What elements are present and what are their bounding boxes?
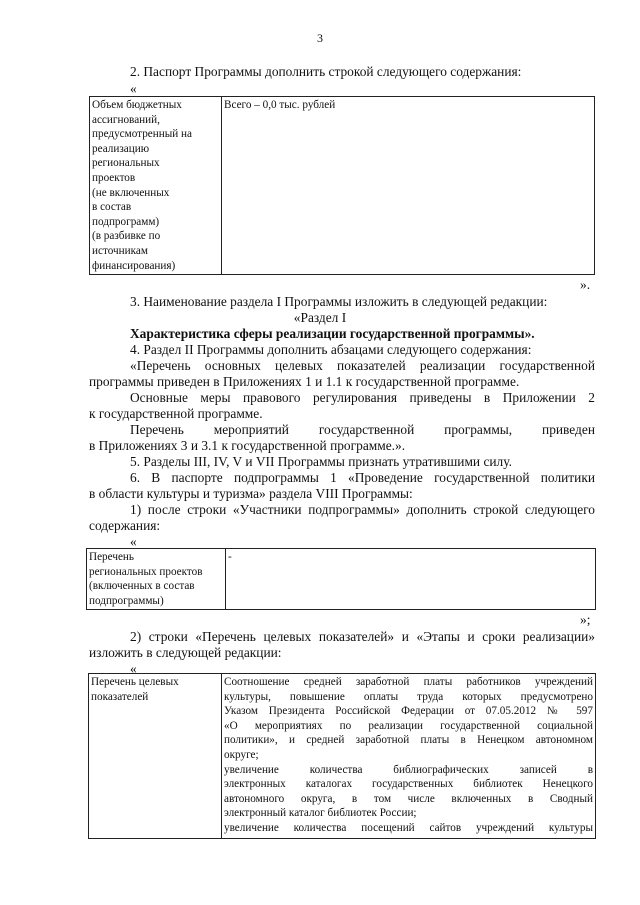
item-3-text: 3. Наименование раздела I Программы изложить в следующей редакции: [130, 294, 548, 309]
table-3-value-line: политики», и средней заработной платы в Ненецком автономном [224, 734, 593, 747]
table-3-value-line: культуры, повышение оплаты труда которых предусмотрено [224, 690, 593, 703]
table-3-value-line: электронный каталог библиотек России; [224, 807, 417, 820]
table-2-label-line: региональных проектов [89, 565, 203, 578]
open-quote: « [130, 661, 137, 676]
table-2-label-line: подпрограммы) [89, 594, 164, 607]
item-6-line-1: 6. В паспорте подпрограммы 1 «Проведение государственной политики [130, 470, 595, 485]
table-1-value-cell [222, 97, 595, 275]
table-target-indicators [88, 673, 596, 839]
open-quote: « [130, 81, 137, 96]
close-quote-1: ». [580, 277, 591, 292]
table-2-label-line: Перечень [89, 551, 135, 563]
table-3-value-line: Соотношение средней заработной платы работников учреждений [224, 676, 593, 688]
paragraph-2-line-2: к государственной программе. [89, 406, 263, 421]
table-3-label-line: показателей [91, 690, 149, 703]
table-1-label-cell [90, 97, 222, 275]
sub-item-2-line-1: 2) строки «Перечень целевых показателей» и «Этапы и сроки реализации» [130, 629, 595, 644]
table-3-value-line: электронных каталогах государственных библиотек Ненецкого [224, 778, 593, 791]
table-3-value-line: увеличение количества библиографических записей в [224, 763, 593, 776]
item-2-text: 2. Паспорт Программы дополнить строкой следующего содержания: [130, 64, 522, 79]
table-1-label-line: в состав [92, 201, 132, 214]
close-quote-2: »; [580, 612, 591, 627]
sub-item-1-line-1: 1) после строки «Участники подпрограммы» дополнить строкой следующего [130, 502, 595, 517]
table-3-value-line: «О мероприятиях по реализации государственной социальной [224, 719, 593, 732]
paragraph-3-line-1: Перечень мероприятий государственной программы, приведен [130, 422, 595, 437]
table-2-label-cell [87, 549, 226, 610]
table-1-value: Всего – 0,0 тыс. рублей [224, 99, 336, 111]
sub-item-2-line-2: изложить в следующей редакции: [89, 645, 282, 660]
table-3-value-cell [222, 674, 596, 839]
table-1-label-line: проектов [92, 171, 136, 184]
paragraph-2-line-1: Основные меры правового регулирования приведены в Приложении 2 [130, 390, 595, 405]
table-budget-allocations [89, 96, 595, 275]
item-4-text: 4. Раздел II Программы дополнить абзацами следующего содержания: [130, 342, 532, 357]
table-2-value-cell [226, 549, 596, 610]
table-3-value-line: Указом Президента Российской Федерации от 07.05.2012 № 597 [224, 705, 593, 718]
table-2-label-line: (включенных в состав [89, 580, 195, 593]
table-1-label-line: источникам [92, 244, 148, 257]
table-1-label-line: Объем бюджетных [92, 99, 182, 111]
table-1-label-line: подпрограмм) [92, 215, 160, 228]
table-1-label-line: (в разбивке по [92, 230, 161, 243]
table-1-label-line: региональных [92, 157, 160, 170]
table-1-label-line: (не включенных [92, 186, 170, 199]
table-1-label-line: предусмотренный на [92, 128, 192, 141]
item-5-text: 5. Разделы III, IV, V и VII Программы признать утратившими силу. [130, 454, 512, 469]
table-regional-projects [86, 548, 596, 610]
page-number: 3 [317, 31, 323, 45]
paragraph-1-line-1: «Перечень основных целевых показателей реализации государственной [130, 358, 595, 373]
table-1-label-line: ассигнований, [92, 113, 160, 126]
section-subtitle: Характеристика сферы реализации государственной программы». [130, 326, 535, 341]
table-3-value-line: округе; [224, 748, 259, 761]
paragraph-1-line-2: программы приведен в Приложениях 1 и 1.1 к государственной программе. [89, 374, 520, 389]
table-3-label-line: Перечень целевых [91, 676, 179, 688]
table-3-value-line: увеличение количества посещений сайтов учреждений культуры [224, 821, 593, 834]
table-3-label-cell [89, 674, 222, 839]
open-quote: « [130, 534, 137, 549]
paragraph-3-line-2: в Приложениях 3 и 3.1 к государственной программе.». [89, 438, 406, 453]
item-6-line-2: в области культуры и туризма» раздела VIII Программы: [89, 486, 413, 501]
table-1-label-line: финансирования) [92, 259, 176, 272]
table-2-value: - [228, 551, 232, 563]
sub-item-1-line-2: содержания: [89, 518, 161, 533]
table-3-value-line: автономного округа, в том числе включенных в Сводный [224, 792, 593, 805]
table-1-label-line: реализацию [92, 142, 150, 155]
section-title: «Раздел I [293, 310, 347, 325]
